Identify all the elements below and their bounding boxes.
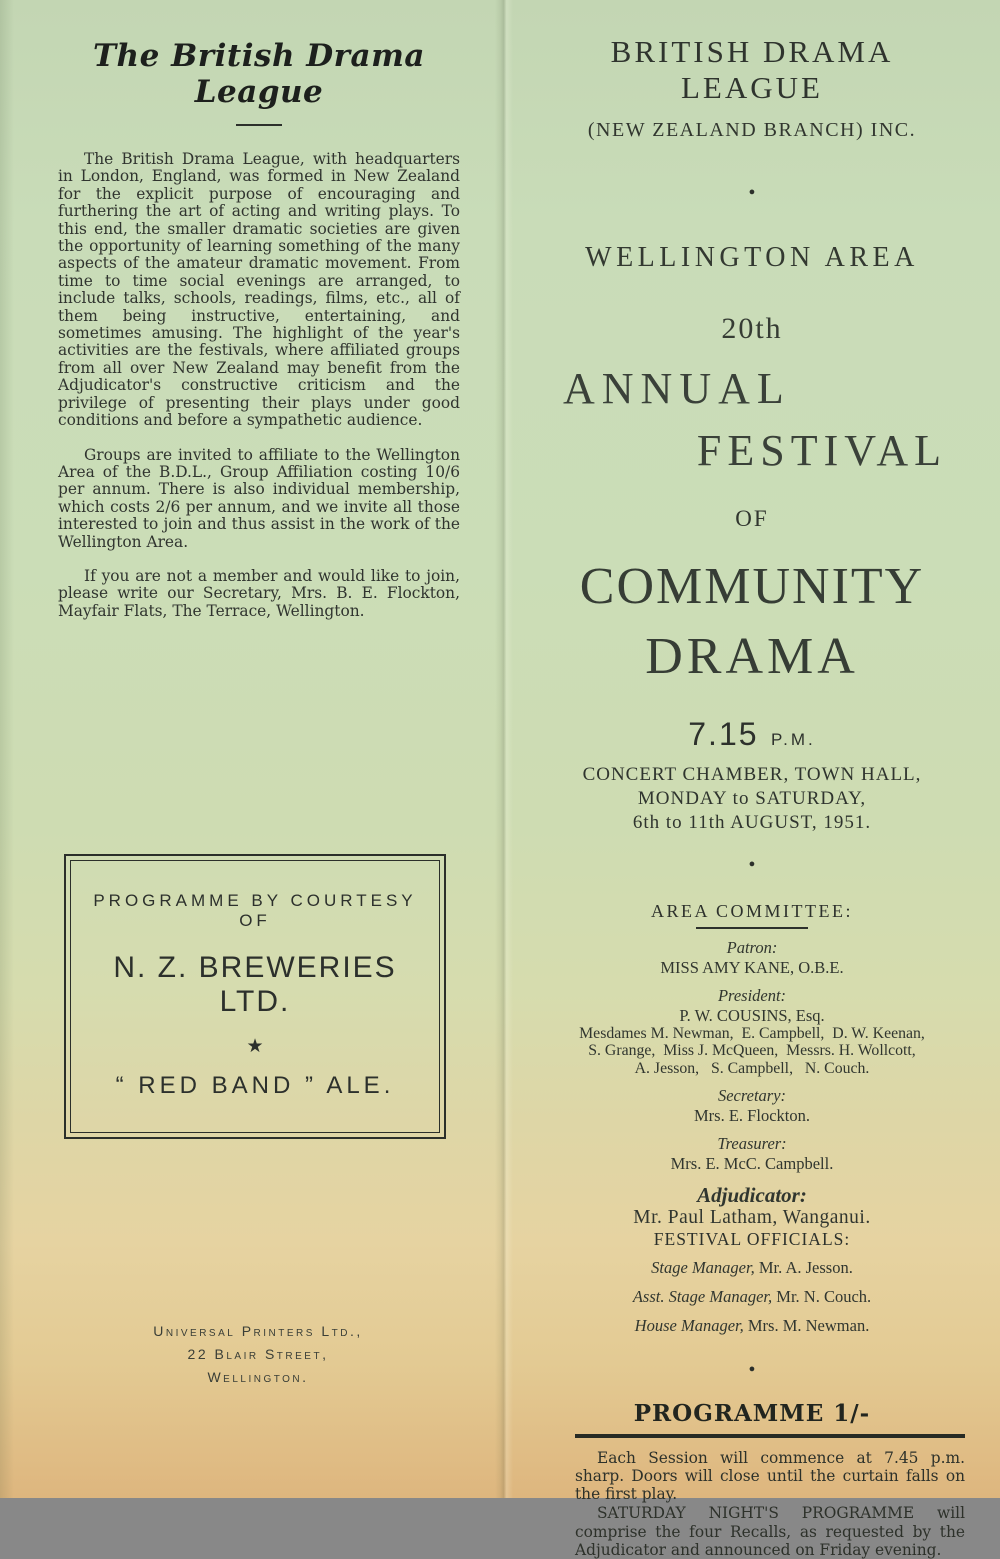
official-name: Mrs. M. Newman.: [743, 1316, 870, 1336]
committee-heading: AREA COMMITTEE:: [651, 901, 853, 921]
secretary-label: Secretary:: [717, 1086, 787, 1106]
printer-city: Wellington.: [207, 1369, 309, 1385]
official-stage-manager: [537, 1258, 967, 1278]
official-name: Mr. A. Jesson.: [754, 1258, 853, 1278]
official-role: Asst. Stage Manager,: [632, 1287, 773, 1307]
dates-line: 6th to 11th AUGUST, 1951.: [632, 812, 872, 833]
left-heading: The British Drama League: [92, 38, 425, 110]
officials-heading: FESTIVAL OFFICIALS:: [653, 1229, 851, 1250]
advert-courtesy-line: PROGRAMME BY COURTESY OF: [93, 891, 417, 930]
treasurer-name: Mrs. E. McC. Campbell.: [670, 1154, 834, 1174]
title-drama: DRAMA: [645, 628, 859, 685]
organisation-name: BRITISH DRAMA LEAGUE: [610, 34, 894, 105]
official-role: House Manager,: [634, 1316, 744, 1336]
start-time: [537, 716, 967, 753]
official-role: Stage Manager,: [651, 1258, 755, 1278]
bullet-icon: ●: [748, 858, 756, 870]
right-column: [537, 34, 967, 1559]
advert-company-name: N. Z. BREWERIES LTD.: [113, 951, 397, 1018]
patron-name: MISS AMY KANE, O.B.E.: [660, 957, 844, 977]
note-saturday-lead: SATURDAY NIGHT'S PROGRAMME: [597, 1504, 915, 1523]
centre-fold-crease: [495, 0, 513, 1498]
title-community: COMMUNITY: [579, 558, 925, 615]
left-column: [58, 38, 460, 1478]
president-label: President:: [717, 985, 787, 1005]
president-name: P. W. COUSINS, Esq.: [679, 1005, 825, 1025]
title-annual: ANNUAL: [563, 364, 791, 413]
note-saturday: [575, 1504, 965, 1559]
advert-product-name: “ RED BAND ” ALE.: [115, 1072, 395, 1099]
printer-name: Universal Printers Ltd.,: [153, 1323, 363, 1339]
price-rule: [575, 1434, 965, 1438]
heading-rule: [236, 124, 282, 126]
left-paper-edge: [0, 0, 14, 1498]
note-saturday-rest: will comprise the four Recalls, as requested by the Adjudicator and announced on Friday evening.: [575, 1504, 965, 1559]
printer-street: 22 Blair Street,: [187, 1346, 329, 1362]
note-session-start: Each Session will commence at 7.45 p.m. sharp. Doors will close until the curtain falls on the first play.: [575, 1448, 965, 1504]
paragraph-league-intro: The British Drama League, with headquarters in London, England, was formed in New Zealand for the explicit purpose of encouraging and furthering the art of acting and writing plays. To this end, the smaller dramatic societies are given the opportunity of learning something of the many aspects of the amateur dramatic movement. From time to time social evenings are arranged, to include talks, schools, readings, films, etc., all of them being instructive, entertaining, and sometimes amusing. The highlight of the year's activities are the festivals, where affiliated groups from all over New Zealand may benefit from the Adjudicator's constructive criticism and the privilege of presenting their plays under good conditions and before a sympathetic audience.: [58, 150, 460, 430]
committee-members-line: S. Grange, Miss J. McQueen, Messrs. H. Wollcott,: [588, 1042, 916, 1060]
title-festival: FESTIVAL: [696, 426, 947, 475]
committee-members-line: Mesdames M. Newman, E. Campbell, D. W. Keenan,: [579, 1024, 925, 1042]
official-asst-stage-manager: [537, 1287, 967, 1307]
committee-heading-rule: [696, 927, 808, 929]
patron-label: Patron:: [726, 937, 778, 957]
committee-members-line: A. Jesson, S. Campbell, N. Couch.: [634, 1059, 870, 1077]
start-time-value: 7.15: [688, 716, 759, 752]
paragraph-affiliation: Groups are invited to affiliate to the Wellington Area of the B.D.L., Group Affiliation costing 10/6 per annum. There is also individual membership, which costs 2/6 per annum, and we invite all those interested to join and thus assist in the work of the Wellington Area.: [58, 445, 460, 551]
paragraph-join: If you are not a member and would like to join, please write our Secretary, Mrs. B. E. Flockton, Mayfair Flats, The Terrace, Wellington.: [58, 566, 460, 620]
treasurer-label: Treasurer:: [717, 1134, 787, 1154]
bullet-icon: ●: [748, 186, 756, 198]
start-time-suffix: P.M.: [770, 730, 816, 749]
sponsor-advert-inner: [70, 860, 440, 1133]
bullet-icon: ●: [748, 1363, 756, 1376]
venue-line: CONCERT CHAMBER, TOWN HALL,: [582, 764, 922, 785]
title-of: OF: [735, 506, 769, 531]
sponsor-advert-box: [64, 854, 446, 1139]
days-line: MONDAY to SATURDAY,: [637, 788, 867, 809]
programme-price: PROGRAMME 1/-: [633, 1400, 871, 1428]
area-title: WELLINGTON AREA: [585, 242, 919, 273]
session-notes: [575, 1449, 965, 1559]
printer-credit: [98, 1320, 418, 1389]
adjudicator-name: Mr. Paul Latham, Wanganui.: [633, 1207, 871, 1229]
adjudicator-label: Adjudicator:: [697, 1183, 807, 1208]
secretary-name: Mrs. E. Flockton.: [694, 1106, 810, 1126]
star-icon: ★: [246, 1036, 264, 1057]
festival-ordinal: 20th: [721, 312, 783, 345]
official-name: Mr. N. Couch.: [772, 1287, 872, 1307]
branch-line: (NEW ZEALAND BRANCH) INC.: [587, 119, 917, 141]
official-house-manager: [537, 1316, 967, 1336]
